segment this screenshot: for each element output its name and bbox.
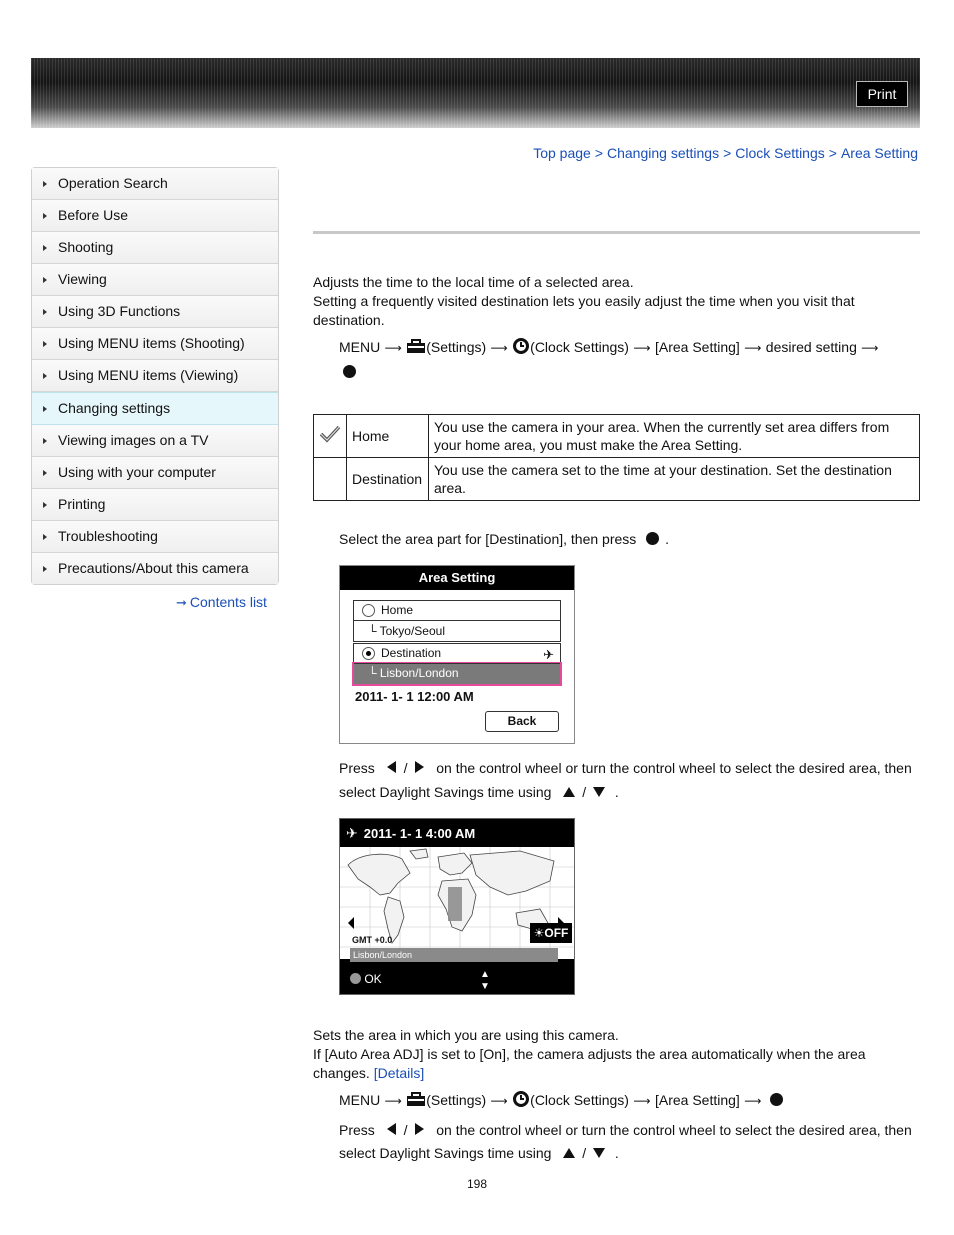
slash: / [582, 1145, 587, 1161]
step-press-arrows-2-line2 [339, 1143, 619, 1163]
clock-icon [512, 337, 530, 355]
arrow-right-icon: ⟶ [633, 1094, 651, 1108]
table-cell-home-desc: You use the camera in your area. When the currently set area differs from your home area, you must make the Area Setting. [429, 415, 920, 458]
home-row [354, 601, 560, 621]
press-instruction: on the control wheel or turn the control wheel to select the desired area, then [436, 1122, 912, 1138]
sidebar-item-label: Precautions/About this camera [58, 560, 249, 576]
arrow-right-icon [43, 502, 47, 508]
step-text: Select the area part for [Destination], then press [339, 531, 637, 547]
period: . [614, 784, 619, 800]
destination-city-label: Lisbon/London [379, 666, 459, 680]
arrow-right-icon [43, 309, 47, 315]
toolbox-settings-icon [406, 1091, 426, 1107]
header-banner [31, 58, 920, 128]
section2-line-2-text: If [Auto Area ADJ] is set to [On], the camera adjusts the area automatically when the area changes. [313, 1046, 866, 1081]
down-arrow-icon [593, 1148, 605, 1158]
breadcrumb-separator: > [828, 145, 837, 161]
arrow-right-icon: ⟶ [861, 341, 879, 355]
back-button[interactable]: Back [485, 711, 559, 732]
arrow-right-icon [43, 277, 47, 283]
arrow-right-icon: ⟶ [384, 1094, 402, 1108]
section2-line-1: Sets the area in which you are using this camera. [313, 1027, 619, 1043]
period: . [614, 1145, 619, 1161]
arrow-right-icon [43, 373, 47, 379]
arrow-right-icon: ⟶ [490, 1094, 508, 1108]
slash: / [403, 1122, 408, 1138]
print-button[interactable]: Print [856, 81, 908, 107]
left-arrow-icon [387, 761, 396, 773]
arrow-right-icon [43, 181, 47, 187]
gmt-offset: GMT +0.0 [352, 935, 393, 945]
up-arrow-icon [563, 787, 575, 797]
title-divider [313, 231, 920, 234]
table-cell-empty [314, 458, 347, 501]
sidebar-item-label: Using 3D Functions [58, 303, 181, 319]
sidebar-item-troubleshooting[interactable] [32, 521, 278, 553]
right-arrow-icon [415, 1123, 424, 1135]
home-city-row: └ Tokyo/Seoul [368, 624, 445, 638]
sidebar-item-changing-settings[interactable] [32, 392, 278, 425]
sidebar-item-operation-search[interactable] [32, 168, 278, 200]
radio-unselected-icon [362, 604, 375, 617]
map-header [340, 819, 574, 847]
breadcrumb-changing-settings[interactable]: Changing settings [607, 145, 720, 161]
destination-row [354, 644, 560, 664]
area-setting-screen [339, 565, 575, 744]
page-number: 198 [466, 1177, 488, 1191]
table-cell-destination: Destination [347, 458, 429, 501]
selected-city: Lisbon/London [350, 948, 558, 962]
home-group [353, 600, 561, 642]
center-button-icon [343, 364, 356, 380]
up-arrow-icon [563, 1148, 575, 1158]
airplane-icon: ✈ [543, 647, 554, 662]
breadcrumb-top-page[interactable]: Top page [533, 145, 591, 161]
arrow-right-icon: ➞ [176, 595, 187, 610]
sidebar-item-label: Operation Search [58, 175, 168, 191]
center-button-icon [350, 973, 361, 984]
section2-text [313, 1026, 920, 1083]
contents-list-label: Contents list [189, 594, 267, 610]
breadcrumb-separator: > [723, 145, 732, 161]
toolbox-settings-icon [406, 338, 426, 354]
home-label: Home [381, 603, 414, 617]
sidebar-item-label: Viewing [58, 271, 107, 287]
menu-path-2 [339, 1090, 783, 1111]
settings-label: (Settings) [426, 1092, 487, 1108]
sidebar-item-printing[interactable] [32, 489, 278, 521]
sidebar-item-label: Troubleshooting [58, 528, 158, 544]
arrow-right-icon [43, 470, 47, 476]
sidebar-item-label: Printing [58, 496, 106, 512]
map-footer [340, 965, 574, 994]
sidebar-item-precautions[interactable] [32, 553, 278, 584]
step-select-destination [339, 529, 669, 549]
sidebar-item-before-use[interactable] [32, 200, 278, 232]
arrow-right-icon: ⟶ [744, 341, 762, 355]
breadcrumb-separator: > [594, 145, 603, 161]
sidebar-item-label: Using MENU items (Viewing) [58, 367, 239, 383]
arrow-right-icon: ⟶ [633, 341, 651, 355]
area-setting-label: [Area Setting] [654, 1092, 740, 1108]
step-text-end: . [665, 531, 670, 547]
sidebar-item-viewing[interactable] [32, 264, 278, 296]
dst-label: OFF [544, 926, 569, 940]
sidebar-item-menu-shooting[interactable] [32, 328, 278, 360]
press-label: Press [339, 760, 375, 776]
destination-label: Destination [381, 646, 442, 660]
table-cell-home: Home [347, 415, 429, 458]
breadcrumb [533, 145, 918, 161]
screen-title: Area Setting [340, 566, 574, 590]
arrow-right-icon: ⟶ [490, 341, 508, 355]
airplane-icon: ✈ [346, 825, 358, 841]
breadcrumb-area-setting[interactable]: Area Setting [840, 145, 918, 161]
world-map-screen [339, 818, 575, 995]
menu-label: MENU [339, 1092, 381, 1108]
dst-instruction: select Daylight Savings time using [339, 1145, 552, 1161]
table-cell-destination-desc: You use the camera set to the time at your destination. Set the destination area. [429, 458, 920, 501]
slash: / [582, 784, 587, 800]
intro-line-2: Setting a frequently visited destination lets you easily adjust the time when you visit that destination. [313, 293, 855, 328]
map-datetime: 2011- 1- 1 4:00 AM [363, 826, 476, 841]
intro-text [313, 273, 920, 330]
home-city-label: Tokyo/Seoul [379, 624, 445, 638]
menu-path-1 [339, 337, 883, 358]
sidebar-item-computer[interactable] [32, 457, 278, 489]
center-button-icon [646, 532, 659, 545]
press-label: Press [339, 1122, 375, 1138]
sidebar-item-label: Changing settings [58, 400, 171, 416]
sidebar-item-menu-viewing[interactable] [32, 360, 278, 392]
right-arrow-icon [415, 761, 424, 773]
sidebar-nav [31, 167, 279, 585]
press-instruction: on the control wheel or turn the control wheel to select the desired area, then [436, 760, 912, 776]
arrow-right-icon [43, 438, 47, 444]
slash: / [403, 760, 408, 776]
left-arrow-icon [387, 1123, 396, 1135]
sidebar-item-label: Using with your computer [58, 464, 216, 480]
sidebar-item-shooting[interactable] [32, 232, 278, 264]
dst-off-indicator: ☀OFF [530, 923, 572, 943]
table-row [314, 458, 920, 501]
arrow-right-icon [43, 406, 47, 412]
sidebar-item-3d-functions[interactable] [32, 296, 278, 328]
arrow-right-icon [43, 341, 47, 347]
sidebar-item-label: Viewing images on a TV [58, 432, 209, 448]
sidebar-item-label: Shooting [58, 239, 114, 255]
sidebar-item-label: Using MENU items (Shooting) [58, 335, 245, 351]
center-button-icon [770, 1093, 783, 1106]
screen-datetime: 2011- 1- 1 12:00 AM [355, 689, 474, 704]
dst-instruction: select Daylight Savings time using [339, 784, 552, 800]
arrow-right-icon: ⟶ [744, 1094, 762, 1108]
destination-group [353, 643, 561, 685]
arrow-right-icon [43, 245, 47, 251]
desired-setting-label: desired setting [765, 339, 857, 355]
intro-line-1: Adjusts the time to the local time of a selected area. [313, 274, 634, 290]
options-table [313, 414, 920, 501]
section2-line-2 [313, 1045, 920, 1083]
area-setting-label: [Area Setting] [654, 339, 740, 355]
clock-icon [512, 1090, 530, 1108]
step-press-arrows-2 [339, 1120, 912, 1140]
table-row [314, 415, 920, 458]
arrow-right-icon: ⟶ [384, 341, 402, 355]
down-arrow-icon [593, 787, 605, 797]
sidebar-item-label: Before Use [58, 207, 129, 223]
clock-settings-label: (Clock Settings) [530, 1092, 629, 1108]
destination-city-row[interactable]: └ Lisbon/London [354, 664, 560, 684]
contents-list-link[interactable] [176, 594, 267, 611]
menu-label: MENU [339, 339, 381, 355]
clock-settings-label: (Clock Settings) [530, 339, 629, 355]
step-press-arrows-line2 [339, 782, 619, 802]
breadcrumb-clock-settings[interactable]: Clock Settings [735, 145, 825, 161]
ok-label: OK [364, 972, 382, 986]
arrow-right-icon [43, 566, 47, 572]
arrow-right-icon [43, 213, 47, 219]
sidebar-item-viewing-tv[interactable] [32, 425, 278, 457]
step-press-arrows [339, 758, 912, 778]
arrow-right-icon [43, 534, 47, 540]
settings-label: (Settings) [426, 339, 487, 355]
checkmark-icon [314, 415, 347, 458]
up-down-icon: ▲ ▼ [480, 969, 490, 992]
details-link[interactable]: [Details] [373, 1065, 425, 1081]
radio-selected-icon [362, 647, 375, 660]
